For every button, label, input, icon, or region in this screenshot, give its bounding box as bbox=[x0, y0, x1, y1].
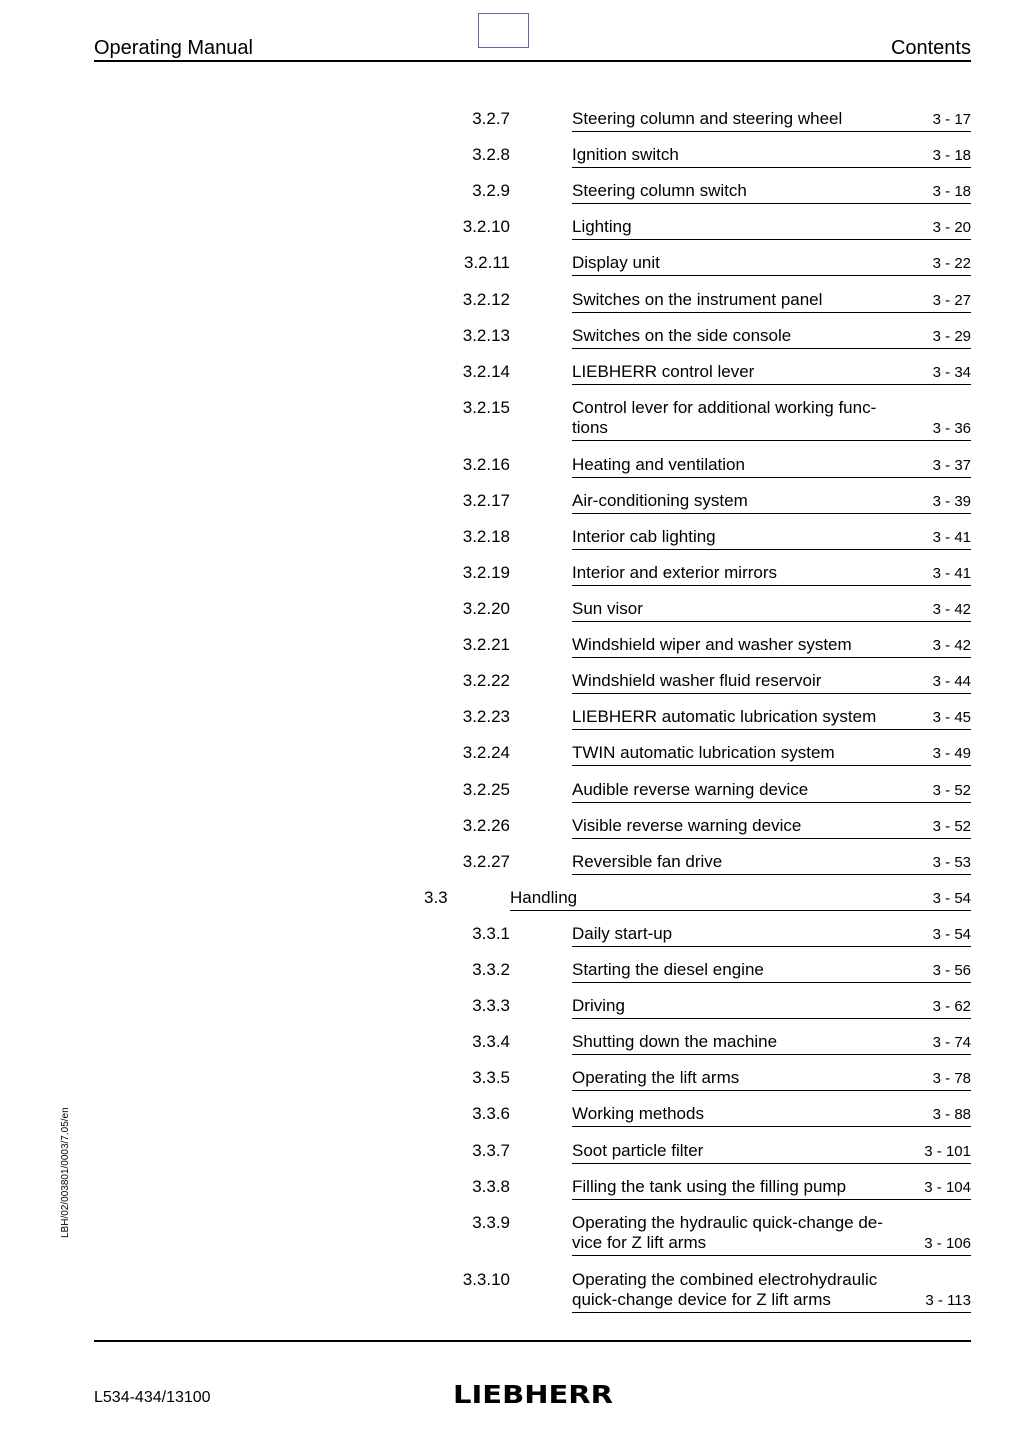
toc-entry-title: Reversible fan drive bbox=[572, 851, 723, 871]
toc-entry-title: Steering column and steering wheel bbox=[572, 109, 843, 128]
toc-entry-title: LIEBHERR control lever bbox=[572, 361, 755, 381]
toc-entry-number: 3.2.24 bbox=[462, 743, 510, 763]
toc-entry-page: 3 - 104 bbox=[924, 1178, 971, 1196]
toc-entry-underline bbox=[572, 440, 971, 441]
toc-entry-underline bbox=[572, 1018, 971, 1019]
toc-entry-underline bbox=[572, 802, 971, 803]
toc-entry-page: 3 - 41 bbox=[932, 564, 971, 582]
toc-entry-title: TWIN automatic lubrication system bbox=[572, 743, 835, 763]
toc-entry-page: 3 - 54 bbox=[932, 889, 971, 907]
toc-entry-number: 3.2.8 bbox=[472, 145, 510, 165]
toc-entry-number: 3.2.21 bbox=[462, 635, 510, 655]
toc-entry-page: 3 - 44 bbox=[932, 673, 971, 691]
toc-entry-title: Soot particle filter bbox=[572, 1140, 704, 1160]
toc-entry-page: 3 - 113 bbox=[925, 1292, 971, 1310]
toc-entry-title-continued: tions bbox=[572, 418, 608, 438]
toc-entry-underline bbox=[572, 239, 971, 240]
toc-entry-underline bbox=[572, 621, 971, 622]
toc-entry-number: 3.3.3 bbox=[472, 996, 510, 1016]
toc-entry-title: LIEBHERR automatic lubrication system bbox=[572, 707, 877, 727]
toc-entry-page: 3 - 101 bbox=[924, 1142, 971, 1160]
toc-entry-title: Operating the combined electrohydraulic bbox=[572, 1269, 878, 1289]
toc-entry-page: 3 - 20 bbox=[932, 219, 971, 237]
toc-entry-title: Air-conditioning system bbox=[572, 490, 748, 510]
toc-entry-number: 3.3.9 bbox=[472, 1212, 510, 1232]
toc-entry-page: 3 - 29 bbox=[932, 327, 971, 345]
toc-entry-underline bbox=[572, 513, 971, 514]
toc-entry-number: 3.3.7 bbox=[472, 1140, 510, 1160]
toc-entry-title: Windshield washer fluid reservoir bbox=[572, 671, 822, 691]
toc-entry-underline bbox=[572, 874, 971, 875]
toc-entry-page: 3 - 41 bbox=[932, 528, 971, 546]
toc-entry-number: 3.2.22 bbox=[462, 671, 510, 691]
toc-entry-underline bbox=[572, 1090, 971, 1091]
toc-entry-underline bbox=[572, 131, 971, 132]
toc-entry-title: Steering column switch bbox=[572, 181, 747, 201]
toc-entry-title: Switches on the instrument panel bbox=[572, 289, 823, 309]
toc-entry-underline bbox=[572, 657, 971, 658]
toc-entry-page: 3 - 42 bbox=[932, 601, 971, 618]
toc-entry-underline bbox=[572, 203, 971, 204]
toc-entry-underline bbox=[572, 1054, 971, 1055]
header-section: Contents bbox=[890, 37, 971, 59]
toc-entry-title: Interior cab lighting bbox=[572, 526, 716, 546]
toc-entry-title: Shutting down the machine bbox=[572, 1032, 778, 1052]
toc-entry-page: 3 - 106 bbox=[924, 1235, 971, 1253]
toc-entry-title: Visible reverse warning device bbox=[572, 815, 802, 835]
toc-entry-number: 3.2.10 bbox=[462, 217, 510, 237]
footer-model-code: L534-434/13100 bbox=[94, 1389, 211, 1406]
toc-entry-underline bbox=[572, 982, 971, 983]
toc-entry-underline bbox=[572, 765, 971, 766]
toc-entry-title: Sun visor bbox=[572, 599, 643, 618]
toc-entry-underline bbox=[572, 838, 971, 839]
toc-entry-page: 3 - 36 bbox=[932, 420, 971, 438]
toc-entry-number: 3.3 bbox=[424, 887, 448, 907]
toc-entry-page: 3 - 74 bbox=[932, 1034, 971, 1052]
toc-entry-title: Heating and ventilation bbox=[572, 454, 745, 474]
toc-entry-underline bbox=[572, 549, 971, 550]
toc-entry-number: 3.3.2 bbox=[472, 960, 510, 979]
toc-entry-number: 3.3.4 bbox=[472, 1032, 510, 1052]
toc-entry-number: 3.2.25 bbox=[462, 779, 510, 799]
toc-entry-number: 3.2.16 bbox=[462, 454, 510, 474]
toc-entry-title: Ignition switch bbox=[572, 145, 679, 165]
header-title: Operating Manual bbox=[94, 37, 253, 59]
toc-entry-page: 3 - 42 bbox=[932, 637, 971, 655]
toc-entry-page: 3 - 56 bbox=[932, 962, 971, 979]
toc-entry-underline bbox=[572, 693, 971, 694]
toc-entry-page: 3 - 49 bbox=[932, 745, 971, 763]
toc-entry-underline bbox=[572, 275, 971, 276]
side-document-code: LBH/02/003801/0003/7.05/en bbox=[60, 1107, 71, 1238]
toc-entry-underline bbox=[572, 585, 971, 586]
toc-entry-number: 3.3.6 bbox=[472, 1104, 510, 1124]
toc-entry-title: Daily start-up bbox=[572, 923, 673, 943]
toc-entry-number: 3.2.26 bbox=[462, 815, 510, 835]
toc-entry-page: 3 - 27 bbox=[932, 291, 971, 309]
toc-entry-page: 3 - 18 bbox=[932, 147, 971, 165]
toc-entry-underline bbox=[572, 167, 971, 168]
toc-entry-title: Operating the lift arms bbox=[572, 1068, 740, 1088]
toc-entry-number: 3.2.23 bbox=[462, 707, 510, 727]
toc-entry-underline bbox=[572, 312, 971, 313]
toc-entry-number: 3.2.13 bbox=[462, 325, 510, 345]
toc-entry-page: 3 - 54 bbox=[932, 925, 971, 943]
toc-entry-page: 3 - 78 bbox=[932, 1070, 971, 1088]
toc-entry-page: 3 - 88 bbox=[932, 1106, 971, 1124]
toc-entry-page: 3 - 22 bbox=[932, 255, 971, 273]
toc-entry-title: Windshield wiper and washer system bbox=[572, 635, 852, 655]
toc-entry-underline bbox=[572, 729, 971, 730]
toc-entry-title: Switches on the side console bbox=[572, 325, 792, 345]
toc-entry-page: 3 - 45 bbox=[932, 709, 971, 727]
toc-entry-page: 3 - 52 bbox=[932, 817, 971, 835]
toc-entry-title: Control lever for additional working func- bbox=[572, 397, 877, 417]
toc-entry-underline bbox=[572, 1312, 971, 1313]
toc-entry-number: 3.2.11 bbox=[463, 253, 510, 273]
toc-entry-page: 3 - 18 bbox=[932, 183, 971, 201]
toc-entry-title: Interior and exterior mirrors bbox=[572, 562, 778, 582]
toc-entry-page: 3 - 34 bbox=[932, 363, 971, 381]
liebherr-logo bbox=[452, 1380, 614, 1406]
toc-entry-number: 3.2.20 bbox=[462, 599, 510, 618]
toc-entry-title: Lighting bbox=[572, 217, 632, 237]
toc-entry-number: 3.2.17 bbox=[462, 490, 510, 510]
toc-entry-number: 3.2.12 bbox=[462, 289, 510, 309]
toc-entry-title: Starting the diesel engine bbox=[572, 960, 764, 979]
toc-entry-title: Handling bbox=[510, 887, 578, 907]
toc-entry-number: 3.2.9 bbox=[472, 181, 510, 201]
toc-entry-page: 3 - 37 bbox=[932, 456, 971, 474]
toc-entry-title: Audible reverse warning device bbox=[572, 779, 809, 799]
toc-entry-number: 3.3.5 bbox=[472, 1068, 510, 1088]
toc-entry-underline bbox=[572, 477, 971, 478]
toc-entry-underline bbox=[572, 946, 971, 947]
toc-entry-number: 3.2.14 bbox=[462, 361, 510, 381]
toc-entry-underline bbox=[572, 1163, 971, 1164]
toc-entry-number: 3.2.19 bbox=[462, 562, 510, 582]
toc-entry-title: Filling the tank using the filling pump bbox=[572, 1176, 847, 1196]
toc-entry-title: Working methods bbox=[572, 1104, 704, 1124]
toc-entry-page: 3 - 39 bbox=[932, 492, 971, 510]
toc-entry-page: 3 - 62 bbox=[932, 998, 971, 1016]
footer-rule bbox=[94, 1340, 971, 1342]
toc-entry-title: Display unit bbox=[572, 253, 660, 273]
toc-entry-number: 3.2.7 bbox=[472, 109, 510, 128]
toc-entry-number: 3.3.8 bbox=[472, 1176, 510, 1196]
toc-entry-number: 3.2.18 bbox=[462, 526, 510, 546]
toc-entry-page: 3 - 17 bbox=[932, 111, 971, 128]
toc-entry-underline bbox=[572, 1126, 971, 1127]
toc-entry-underline bbox=[572, 1199, 971, 1200]
toc-entry-page: 3 - 52 bbox=[932, 781, 971, 799]
toc-entry-underline bbox=[572, 348, 971, 349]
toc-entry-underline bbox=[572, 384, 971, 385]
toc-entry-underline bbox=[572, 1255, 971, 1256]
toc-entry-underline bbox=[510, 910, 971, 911]
logo-wordmark: LIEBHERR bbox=[453, 1380, 613, 1406]
toc-entry-title: Operating the hydraulic quick-change de- bbox=[572, 1212, 883, 1232]
toc-entry-number: 3.2.27 bbox=[462, 851, 510, 871]
toc-entry-page: 3 - 53 bbox=[932, 853, 971, 871]
toc-entry-number: 3.3.1 bbox=[472, 923, 510, 943]
toc-entry-title-continued: vice for Z lift arms bbox=[572, 1233, 707, 1253]
toc-entry-number: 3.2.15 bbox=[462, 397, 510, 417]
toc-entry-number: 3.3.10 bbox=[462, 1269, 510, 1289]
toc-entry-title: Driving bbox=[572, 996, 625, 1016]
toc-entry-title-continued: quick-change device for Z lift arms bbox=[572, 1290, 831, 1310]
